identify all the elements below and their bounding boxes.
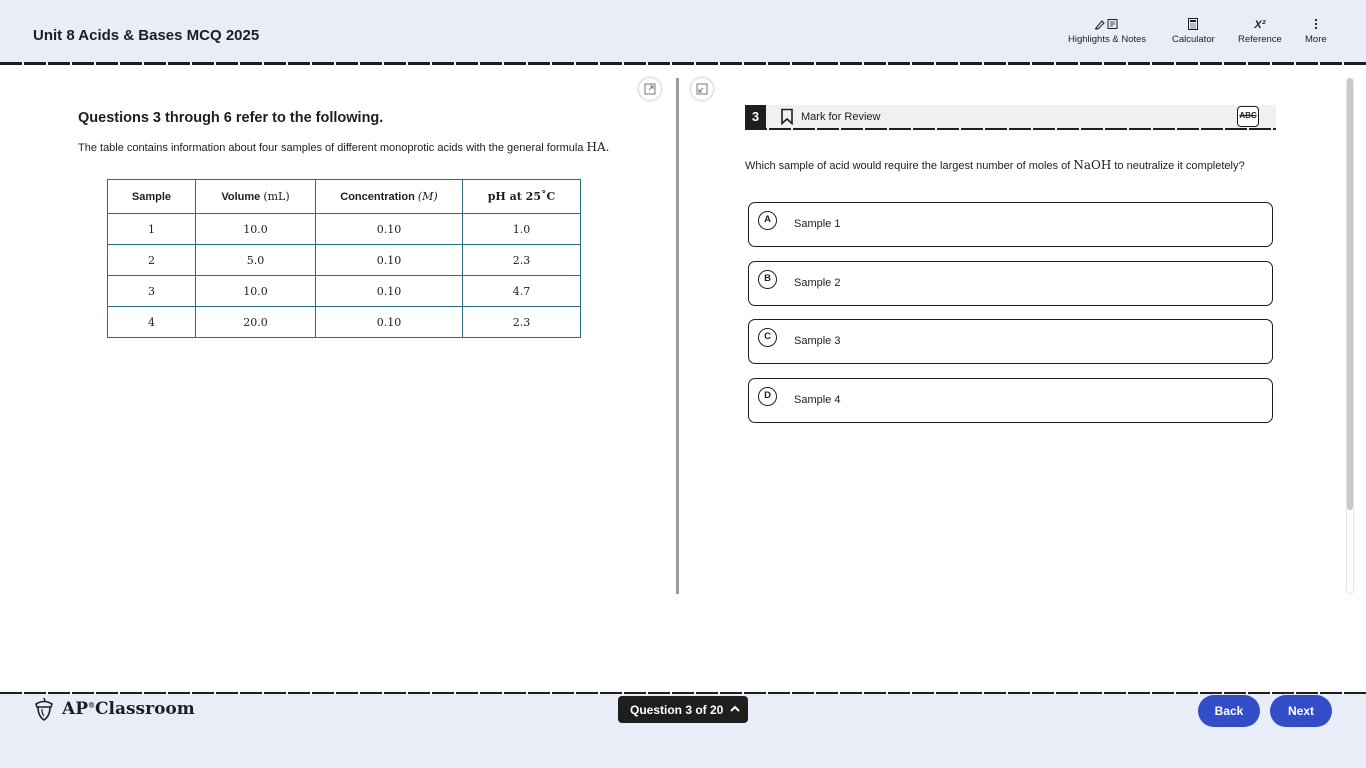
more-label: More <box>1305 34 1327 45</box>
passage-heading: Questions 3 through 6 refer to the following. <box>78 110 384 126</box>
calculator-icon <box>1172 18 1215 32</box>
bookmark-icon <box>780 108 794 125</box>
table-row <box>108 307 581 338</box>
cell-volume: 20.0 <box>196 307 316 338</box>
cell-volume: 10.0 <box>196 276 316 307</box>
cell-sample: 1 <box>108 214 196 245</box>
choice-letter: D <box>758 387 777 406</box>
header-concentration: Concentration (M) <box>316 180 463 214</box>
choice-text: Sample 2 <box>794 277 841 289</box>
answer-choice-a[interactable] <box>748 202 1273 247</box>
cell-ph: 2.3 <box>463 245 581 276</box>
scrollbar-thumb[interactable] <box>1347 78 1353 510</box>
choice-letter: C <box>758 328 777 347</box>
acorn-icon <box>34 697 54 721</box>
chevron-up-icon <box>728 702 742 719</box>
question-number: 3 <box>745 105 766 128</box>
cell-concentration: 0.10 <box>316 214 463 245</box>
table-row <box>108 276 581 307</box>
abc-strikethrough-icon: ABC <box>1239 111 1257 120</box>
back-button[interactable]: Back <box>1198 695 1260 727</box>
highlights-notes-tool[interactable] <box>1068 18 1146 45</box>
collapse-icon <box>696 83 708 95</box>
highlights-notes-label: Highlights & Notes <box>1068 34 1147 45</box>
next-button[interactable]: Next <box>1270 695 1332 727</box>
question-stem: Which sample of acid would require the largest number of moles of NaOH to neutralize it completely? <box>745 158 1245 172</box>
expand-left-pane-button[interactable] <box>639 78 661 100</box>
cell-concentration: 0.10 <box>316 245 463 276</box>
mark-for-review-button[interactable] <box>780 108 880 125</box>
passage-text <box>78 137 618 158</box>
more-vertical-icon <box>1305 18 1327 32</box>
answer-eliminator-toggle[interactable] <box>1237 106 1259 127</box>
more-menu[interactable] <box>1305 18 1327 45</box>
question-navigator-label: Question 3 of 20 <box>630 702 724 717</box>
choice-letter: B <box>758 270 777 289</box>
exam-title: Unit 8 Acids & Bases MCQ 2025 <box>33 27 260 44</box>
question-navigator-button[interactable] <box>618 696 748 723</box>
highlighter-notes-icon <box>1068 18 1146 32</box>
cell-volume: 10.0 <box>196 214 316 245</box>
acid-samples-table <box>107 179 581 338</box>
choice-text: Sample 3 <box>794 335 841 347</box>
pane-resize-divider[interactable] <box>676 78 679 594</box>
mark-for-review-label: Mark for Review <box>801 110 881 123</box>
cell-ph: 1.0 <box>463 214 581 245</box>
passage-formula: HA. <box>586 140 610 154</box>
calculator-tool[interactable] <box>1172 18 1215 45</box>
reference-label: Reference <box>1238 34 1282 45</box>
header-ph: pH at 25˚C <box>463 180 581 214</box>
cell-ph: 4.7 <box>463 276 581 307</box>
cell-sample: 3 <box>108 276 196 307</box>
header-sample: Sample <box>108 180 196 214</box>
choice-text: Sample 4 <box>794 394 841 406</box>
question-header-divider <box>745 128 1276 130</box>
answer-choice-c[interactable] <box>748 319 1273 364</box>
expand-right-pane-button[interactable] <box>691 78 713 100</box>
table-header-row <box>108 180 581 214</box>
reference-tool[interactable] <box>1238 18 1282 45</box>
cell-concentration: 0.10 <box>316 276 463 307</box>
calculator-label: Calculator <box>1172 34 1215 45</box>
table-row <box>108 245 581 276</box>
cell-sample: 2 <box>108 245 196 276</box>
brand-name: AP®Classroom <box>62 699 195 719</box>
cell-sample: 4 <box>108 307 196 338</box>
cell-concentration: 0.10 <box>316 307 463 338</box>
passage-body: The table contains information about four samples of different monoprotic acids with the general formula <box>78 142 584 154</box>
formula-reference-icon: X² <box>1254 19 1266 31</box>
choice-letter: A <box>758 211 777 230</box>
ap-classroom-logo <box>34 697 195 721</box>
expand-icon <box>644 83 656 95</box>
cell-volume: 5.0 <box>196 245 316 276</box>
table-row <box>108 214 581 245</box>
cell-ph: 2.3 <box>463 307 581 338</box>
question-formula: NaOH <box>1073 158 1112 172</box>
answer-choice-d[interactable] <box>748 378 1273 423</box>
answer-choice-b[interactable] <box>748 261 1273 306</box>
choice-text: Sample 1 <box>794 218 841 230</box>
header-volume: Volume (mL) <box>196 180 316 214</box>
